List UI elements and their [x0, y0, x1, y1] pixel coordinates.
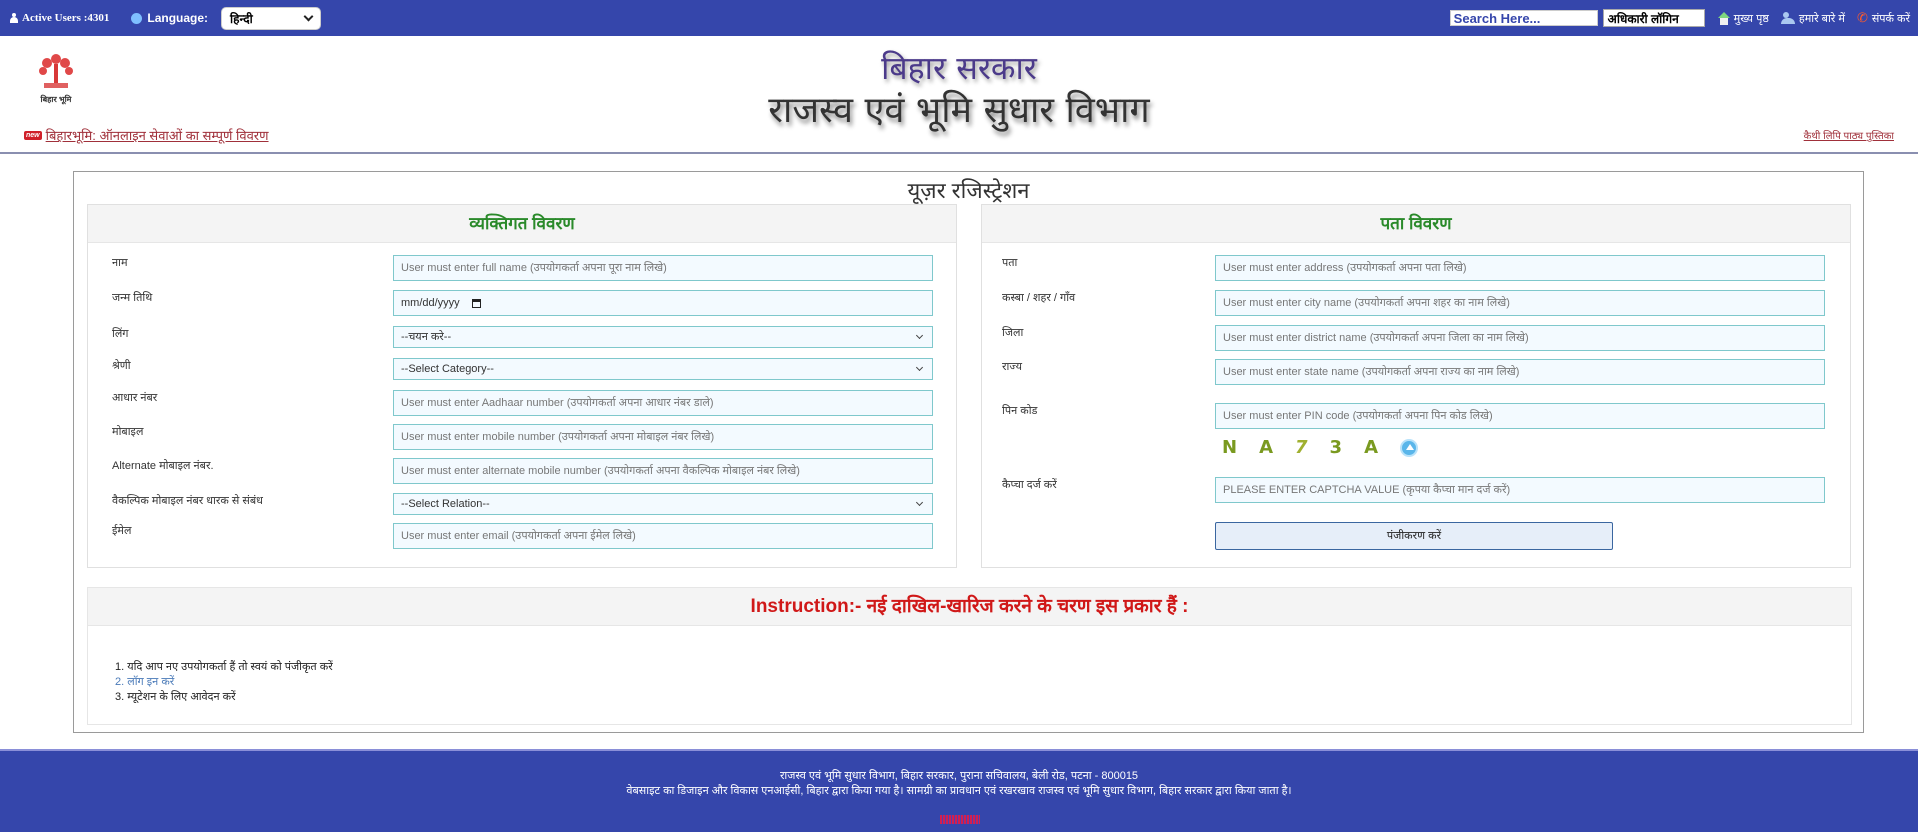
- user-icon: [10, 13, 18, 23]
- active-users-label: Active Users :4301: [22, 12, 110, 24]
- site-header: [0, 36, 1918, 154]
- name-input[interactable]: User must enter full name (उपयोगकर्ता अपना पूरा नाम लिखे): [393, 255, 933, 281]
- captcha-char: N: [1222, 437, 1238, 458]
- city-label: कस्बा / शहर / गाँव: [1002, 292, 1076, 304]
- instructions-heading: Instruction:- नई दाखिल-खारिज करने के चरण इस प्रकार हैं :: [88, 588, 1851, 626]
- row-district: [982, 325, 1850, 353]
- online-services-link-text: बिहारभूमि: ऑनलाइन सेवाओं का सम्पूर्ण विवरण: [45, 128, 269, 143]
- row-dob: [88, 290, 956, 318]
- row-category: [88, 358, 956, 386]
- row-aadhaar: [88, 390, 956, 418]
- mobile-label: मोबाइल: [112, 426, 144, 438]
- aadhaar-label: आधार नंबर: [112, 392, 158, 404]
- nav-contact-label: संपर्क करें: [1871, 12, 1910, 25]
- pincode-label: पिन कोड: [1002, 405, 1038, 417]
- personal-details-heading: व्यक्तिगत विवरण: [88, 205, 956, 243]
- nav-home[interactable]: [1717, 11, 1769, 26]
- instructions-panel: [87, 587, 1852, 725]
- visitor-counter: [940, 815, 980, 824]
- relation-label: वैकल्पिक मोबाइल नंबर धारक से संबंध: [112, 495, 263, 507]
- chevron-down-icon: [304, 11, 314, 21]
- pincode-input[interactable]: User must enter PIN code (उपयोगकर्ता अपना पिन कोड लिखे): [1215, 403, 1825, 429]
- category-selected: --Select Category--: [401, 363, 494, 375]
- language-label: Language:: [147, 11, 209, 25]
- aadhaar-input[interactable]: User must enter Aadhaar number (उपयोगकर्ता अपना आधार नंबर डाले): [393, 390, 933, 416]
- top-bar: [0, 0, 1918, 36]
- chevron-down-icon: [916, 363, 923, 370]
- row-mobile: [88, 424, 956, 452]
- active-users: [10, 12, 109, 24]
- captcha-char: A: [1259, 437, 1274, 458]
- search-input[interactable]: Search Here...: [1450, 10, 1598, 26]
- language-selected: हिन्दी: [230, 11, 253, 26]
- mobile-input[interactable]: User must enter mobile number (उपयोगकर्ता अपना मोबाइल नंबर लिखे): [393, 424, 933, 450]
- dob-label: जन्म तिथि: [112, 292, 153, 304]
- page-title: यूज़र रजिस्ट्रेशन: [907, 178, 1030, 203]
- nav-contact[interactable]: [1857, 10, 1910, 26]
- phone-icon: ✆: [1856, 10, 1868, 25]
- language-select[interactable]: [221, 7, 321, 30]
- row-gender: [88, 326, 956, 354]
- row-state: [982, 359, 1850, 387]
- alt-mobile-input[interactable]: User must enter alternate mobile number (उपयोगकर्ता अपना वैकल्पिक मोबाइल नंबर लिखे): [393, 458, 933, 484]
- relation-selected: --Select Relation--: [401, 498, 490, 510]
- district-label: जिला: [1002, 327, 1024, 339]
- row-address: [982, 255, 1850, 283]
- city-input[interactable]: User must enter city name (उपयोगकर्ता अपना शहर का नाम लिखे): [1215, 290, 1825, 316]
- title-department: राजस्व एवं भूमि सुधार विभाग: [768, 90, 1150, 131]
- state-input[interactable]: User must enter state name (उपयोगकर्ता अपना राज्य का नाम लिखे): [1215, 359, 1825, 385]
- row-city: [982, 290, 1850, 318]
- row-relation: [88, 493, 956, 521]
- officer-login-button[interactable]: अधिकारी लॉगिन: [1603, 9, 1705, 27]
- captcha-image: [1222, 437, 1440, 458]
- captcha-label: कैप्चा दर्ज करें: [1002, 479, 1057, 491]
- instruction-item-login-link[interactable]: 2. लॉग इन करें: [115, 676, 175, 688]
- row-pincode: [982, 403, 1850, 431]
- district-input[interactable]: User must enter district name (उपयोगकर्ता अपना जिला का नाम लिखे): [1215, 325, 1825, 351]
- instruction-item: 1. यदि आप नए उपयोगकर्ता हैं तो स्वयं को पंजीकृत करें: [115, 661, 333, 673]
- captcha-char: 3: [1329, 437, 1343, 458]
- nav-home-label: मुख्य पृष्ठ: [1733, 12, 1769, 25]
- chevron-down-icon: [916, 498, 923, 505]
- email-label: ईमेल: [112, 525, 132, 537]
- row-email: [88, 523, 956, 551]
- row-captcha: [982, 477, 1850, 505]
- captcha-char: A: [1364, 437, 1379, 458]
- row-name: [88, 255, 956, 283]
- site-footer: [0, 749, 1918, 832]
- category-label: श्रेणी: [112, 360, 131, 372]
- refresh-captcha-icon[interactable]: [1400, 439, 1418, 457]
- gender-select[interactable]: [393, 326, 933, 348]
- address-details-heading: पता विवरण: [982, 205, 1850, 243]
- captcha-char: 7: [1295, 437, 1308, 458]
- gender-label: लिंग: [112, 328, 129, 340]
- calendar-icon[interactable]: [472, 299, 481, 308]
- title-govt: बिहार सरकार: [881, 49, 1037, 87]
- registration-container: [73, 171, 1864, 733]
- email-input[interactable]: User must enter email (उपयोगकर्ता अपना ईमेल लिखे): [393, 523, 933, 549]
- captcha-input[interactable]: PLEASE ENTER CAPTCHA VALUE (कृपया कैप्चा मान दर्ज करें): [1215, 477, 1825, 503]
- language-switcher: [131, 7, 321, 30]
- footer-address: राजस्व एवं भूमि सुधार विभाग, बिहार सरकार, पुराना सचिवालय, बेली रोड, पटना - 800015: [779, 770, 1139, 782]
- address-details-panel: [981, 204, 1851, 568]
- nav-about[interactable]: [1781, 11, 1845, 26]
- address-label: पता: [1002, 257, 1018, 269]
- dob-input[interactable]: [393, 290, 933, 316]
- kaithi-book-link[interactable]: कैथी लिपि पाठ्य पुस्तिका: [1803, 131, 1894, 142]
- address-input[interactable]: User must enter address (उपयोगकर्ता अपना पता लिखे): [1215, 255, 1825, 281]
- state-label: राज्य: [1002, 361, 1023, 373]
- globe-icon: [131, 13, 142, 24]
- relation-select[interactable]: [393, 493, 933, 515]
- name-label: नाम: [112, 257, 128, 269]
- row-alt-mobile: [88, 458, 956, 486]
- new-badge: new: [26, 131, 40, 139]
- people-icon: [1781, 12, 1795, 24]
- chevron-down-icon: [916, 331, 923, 338]
- logo-text: बिहार भूमि: [40, 95, 72, 104]
- gender-selected: --चयन करे--: [401, 331, 452, 343]
- personal-details-panel: [87, 204, 957, 568]
- category-select[interactable]: [393, 358, 933, 380]
- home-icon: [1717, 12, 1730, 25]
- footer-credits: वेबसाइट का डिजाइन और विकास एनआईसी, बिहार द्वारा किया गया है। सामग्री का प्रावधान एवं रखरखाव राजस्व एवं भूमि सुधार विभाग, बिहार सरकार द्वारा किया जाता है।: [626, 785, 1292, 797]
- instructions-list: [115, 660, 333, 705]
- nav-about-label: हमारे बारे में: [1798, 12, 1845, 25]
- instruction-item: 3. म्यूटेशन के लिए आवेदन करें: [115, 691, 236, 703]
- online-services-link[interactable]: [24, 126, 269, 144]
- alt-mobile-label: Alternate मोबाइल नंबर.: [112, 460, 214, 472]
- register-button[interactable]: पंजीकरण करें: [1215, 522, 1613, 550]
- dob-value: mm/dd/yyyy: [401, 297, 460, 309]
